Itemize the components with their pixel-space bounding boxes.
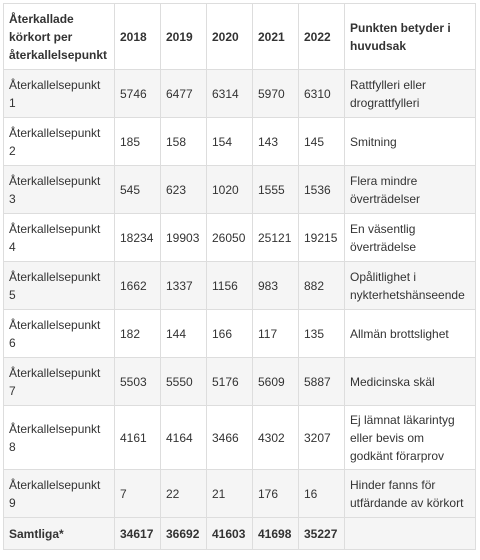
cell-2018: 185 [115, 118, 161, 166]
cell-meaning: Allmän brottslighet [345, 310, 476, 358]
cell-2019: 22 [161, 470, 207, 518]
row-label [4, 406, 115, 470]
row-label [4, 262, 115, 310]
row-label-text: Återkallelsepunkt [9, 125, 101, 140]
cell-2022: 135 [299, 310, 345, 358]
cell-2020: 166 [207, 310, 253, 358]
cell-2020: 21 [207, 470, 253, 518]
cell-meaning: Rattfylleri eller drograttfylleri [345, 70, 476, 118]
cell-2022: 19215 [299, 214, 345, 262]
row-label [4, 166, 115, 214]
cell-2018: 5503 [115, 358, 161, 406]
cell-meaning: Opålitlighet i nykterhetshänseende [345, 262, 476, 310]
cell-2021: 1555 [253, 166, 299, 214]
total-2019: 36692 [161, 518, 207, 550]
row-label-number: 7 [9, 383, 16, 398]
table-row [4, 262, 476, 310]
row-label-number: 1 [9, 95, 16, 110]
total-row [4, 518, 476, 550]
table-row [4, 166, 476, 214]
row-label-text: Återkallelsepunkt [9, 173, 101, 188]
total-2018: 34617 [115, 518, 161, 550]
header-revocation-point: Återkallade körkort per återkallelsepunkt [4, 4, 115, 70]
row-label [4, 358, 115, 406]
cell-2022: 145 [299, 118, 345, 166]
cell-2020: 5176 [207, 358, 253, 406]
table-row [4, 118, 476, 166]
cell-meaning: Smitning [345, 118, 476, 166]
row-label-number: 6 [9, 335, 16, 350]
cell-2022: 5887 [299, 358, 345, 406]
row-label-number: 8 [9, 439, 16, 454]
table-row [4, 310, 476, 358]
cell-2021: 25121 [253, 214, 299, 262]
row-label-number: 3 [9, 191, 16, 206]
table-row [4, 358, 476, 406]
cell-2021: 983 [253, 262, 299, 310]
cell-meaning: Hinder fanns för utfärdande av körkort [345, 470, 476, 518]
row-label-text: Återkallelsepunkt [9, 477, 101, 492]
cell-2019: 6477 [161, 70, 207, 118]
cell-2020: 154 [207, 118, 253, 166]
cell-2021: 117 [253, 310, 299, 358]
cell-2021: 143 [253, 118, 299, 166]
cell-meaning: En väsentlig överträdelse [345, 214, 476, 262]
cell-meaning: Medicinska skäl [345, 358, 476, 406]
cell-2020: 1156 [207, 262, 253, 310]
cell-2022: 3207 [299, 406, 345, 470]
cell-2022: 882 [299, 262, 345, 310]
table-row [4, 470, 476, 518]
cell-meaning: Flera mindre överträdelser [345, 166, 476, 214]
row-label [4, 310, 115, 358]
cell-2022: 6310 [299, 70, 345, 118]
total-2020: 41603 [207, 518, 253, 550]
cell-2019: 623 [161, 166, 207, 214]
header-year-2019: 2019 [161, 4, 207, 70]
row-label-text: Återkallelsepunkt [9, 221, 101, 236]
total-meaning [345, 518, 476, 550]
cell-2022: 16 [299, 470, 345, 518]
cell-2018: 7 [115, 470, 161, 518]
cell-2021: 4302 [253, 406, 299, 470]
row-label-number: 9 [9, 495, 16, 510]
cell-2018: 545 [115, 166, 161, 214]
cell-2021: 176 [253, 470, 299, 518]
cell-2018: 5746 [115, 70, 161, 118]
row-label-number: 4 [9, 239, 16, 254]
cell-2019: 1337 [161, 262, 207, 310]
table-row [4, 70, 476, 118]
total-2022: 35227 [299, 518, 345, 550]
header-meaning: Punkten betyder i huvudsak [345, 4, 476, 70]
header-year-2022: 2022 [299, 4, 345, 70]
cell-2018: 4161 [115, 406, 161, 470]
row-label-number: 5 [9, 287, 16, 302]
cell-2021: 5970 [253, 70, 299, 118]
cell-2018: 1662 [115, 262, 161, 310]
row-label-text: Återkallelsepunkt [9, 365, 101, 380]
total-2021: 41698 [253, 518, 299, 550]
revocation-table [3, 3, 476, 550]
cell-2019: 5550 [161, 358, 207, 406]
table-row [4, 214, 476, 262]
cell-2018: 18234 [115, 214, 161, 262]
cell-2020: 3466 [207, 406, 253, 470]
cell-2021: 5609 [253, 358, 299, 406]
header-year-2021: 2021 [253, 4, 299, 70]
header-year-2020: 2020 [207, 4, 253, 70]
row-label [4, 118, 115, 166]
header-year-2018: 2018 [115, 4, 161, 70]
row-label-number: 2 [9, 143, 16, 158]
total-label: Samtliga* [4, 518, 115, 550]
cell-2019: 19903 [161, 214, 207, 262]
cell-2019: 158 [161, 118, 207, 166]
row-label-text: Återkallelsepunkt [9, 77, 101, 92]
cell-2020: 6314 [207, 70, 253, 118]
row-label [4, 70, 115, 118]
row-label [4, 214, 115, 262]
header-row [4, 4, 476, 70]
cell-2022: 1536 [299, 166, 345, 214]
cell-2019: 4164 [161, 406, 207, 470]
table-row [4, 406, 476, 470]
row-label-text: Återkallelsepunkt [9, 317, 101, 332]
cell-meaning: Ej lämnat läkarintyg eller bevis om godkänt förarprov [345, 406, 476, 470]
cell-2018: 182 [115, 310, 161, 358]
row-label-text: Återkallelsepunkt [9, 421, 101, 436]
cell-2020: 1020 [207, 166, 253, 214]
row-label [4, 470, 115, 518]
cell-2020: 26050 [207, 214, 253, 262]
row-label-text: Återkallelsepunkt [9, 269, 101, 284]
cell-2019: 144 [161, 310, 207, 358]
